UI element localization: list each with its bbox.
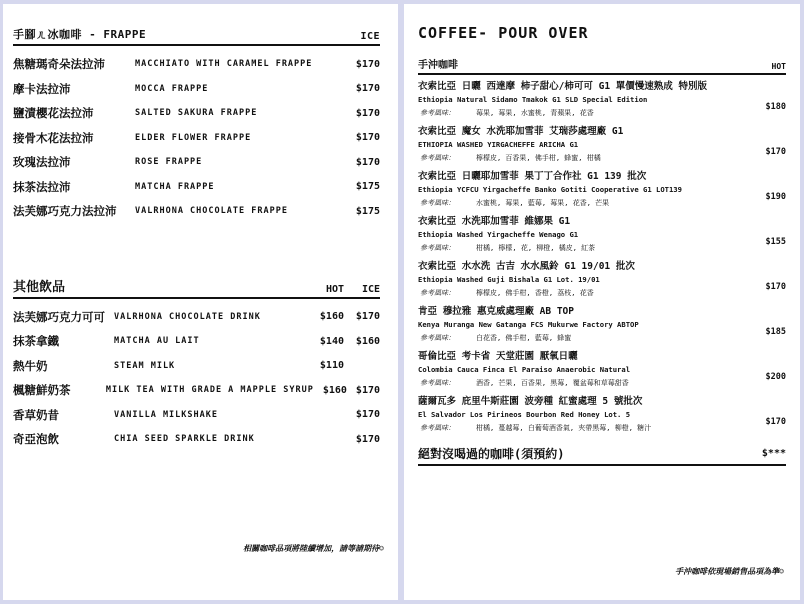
frappe-item [13, 101, 380, 126]
coffee-item [418, 395, 786, 435]
frappe-title: 手腳ㄦ冰咖啡 - FRAPPE [13, 28, 147, 41]
frappe-item-name-zh: 玫瑰法拉沛 [13, 155, 71, 170]
coffee-name-en: Colombia Cauca Finca El Paraiso Anaerobic Natural [418, 365, 631, 374]
frappe-item-price: $170 [355, 107, 380, 119]
coffee-price: $190 [765, 192, 786, 202]
frappe-item-name-zh: 焦糖瑪奇朵法拉沛 [13, 57, 105, 72]
other-drink-name-en: MATCHA AU LAIT [114, 336, 200, 347]
coffee-name-zh: 衣索比亞 日曬耶加雪菲 果丁丁合作社 G1 139 批次 [418, 171, 647, 182]
other-drink-item [13, 354, 380, 379]
frappe-item-price: $170 [355, 58, 380, 70]
coffee-flavor-label: 參考風味： [420, 289, 455, 297]
coffee-price: $170 [765, 282, 786, 292]
frappe-item-price: $170 [355, 132, 380, 144]
coffee-name-zh: 薩爾瓦多 庇里牛斯莊園 波旁種 紅蜜處理 5 號批次 [418, 396, 643, 407]
special-coffee-price: $*** [761, 448, 786, 459]
other-drink-item [13, 329, 380, 354]
frappe-item-name-zh: 接骨木花法拉沛 [13, 130, 94, 145]
other-drink-name-zh: 楓糖鮮奶茶 [13, 383, 71, 398]
coffee-name-en: Ethiopia Natural Sidamo Tmakok G1 SLD Special Edition [418, 95, 648, 104]
coffee-flavor-label: 參考風味： [420, 109, 455, 117]
frappe-item [13, 150, 380, 175]
coffee-flavor-notes: 檸檬皮, 佛手柑, 香橙, 荔枝, 花香 [476, 289, 594, 297]
hand-drip-title: 手沖咖啡 [418, 60, 458, 71]
frappe-item [13, 77, 380, 102]
other-drink-name-zh: 香草奶昔 [13, 407, 59, 422]
frappe-item [13, 126, 380, 151]
frappe-item-name-en: ELDER FLOWER FRAPPE [135, 132, 252, 143]
coffee-flavor [418, 151, 786, 165]
hand-drip-header [418, 56, 786, 75]
coffee-flavor [418, 106, 786, 120]
coffee-item [418, 305, 786, 345]
coffee-flavor-notes: 莓果, 莓果, 水蜜桃, 青蘋果, 花香 [476, 109, 594, 117]
hand-drip-col-hot: HOT [771, 62, 786, 71]
coffee-name-zh: 衣索比亞 日曬 西達摩 柿子甜心/柿可可 G1 單價慢速熟成 特別版 [418, 81, 707, 92]
frappe-header [13, 26, 380, 46]
other-drink-name-zh: 法芙娜巧克力可可 [13, 309, 105, 324]
coffee-flavor [418, 286, 786, 300]
frappe-item-name-en: ROSE FRAPPE [135, 157, 203, 168]
right-menu-page [404, 4, 800, 600]
frappe-item-name-zh: 摩卡法拉沛 [13, 81, 71, 96]
coffee-list [418, 80, 786, 435]
frappe-item-name-en: MOCCA FRAPPE [135, 83, 209, 94]
others-header [13, 276, 380, 299]
other-drink-name-en: MILK TEA WITH GRADE A MAPPLE SYRUP [105, 385, 314, 396]
other-drink-price-ice: $170 [355, 433, 380, 445]
others-list [13, 305, 380, 452]
other-drink-name-en: CHIA SEED SPARKLE DRINK [114, 434, 255, 445]
other-drink-name-zh: 熱牛奶 [13, 358, 48, 373]
coffee-flavor [418, 241, 786, 255]
other-drink-name-zh: 抹茶拿鐵 [13, 334, 59, 349]
frappe-item [13, 52, 380, 77]
frappe-item [13, 199, 380, 224]
frappe-item-name-zh: 法芙娜巧克力法拉沛 [13, 204, 117, 219]
others-col-ice: ICE [361, 283, 380, 295]
other-drink-price-ice: $170 [355, 384, 381, 396]
coffee-flavor-notes: 酒香, 芒果, 百香果, 黑莓, 覆盆莓和草莓甜香 [476, 379, 629, 387]
right-footnote: 手沖咖啡依現場銷售品項為準☺ [675, 567, 784, 576]
other-drink-price-hot: $160 [319, 311, 344, 323]
coffee-name-en: Ethiopia Washed Guji Bishala G1 Lot. 19/01 [418, 275, 600, 284]
coffee-name-zh: 衣索比亞 水水洗 古吉 水水風鈴 G1 19/01 批次 [418, 261, 635, 272]
frappe-item-price: $175 [355, 205, 380, 217]
others-section [13, 276, 380, 452]
frappe-item-price: $170 [355, 156, 380, 168]
coffee-flavor-notes: 水蜜桃, 莓果, 藍莓, 莓果, 花香, 芒果 [476, 199, 610, 207]
other-drink-item [13, 427, 380, 452]
coffee-name-en: ETHIOPIA WASHED YIRGACHEFFE ARICHA G1 [418, 140, 579, 149]
other-drink-name-en: STEAM MILK [114, 360, 176, 371]
left-menu-page [3, 4, 398, 600]
other-drink-name-en: VALRHONA CHOCOLATE DRINK [114, 311, 261, 322]
coffee-name-zh: 肯亞 穆拉雅 惠克威處理廠 AB TOP [418, 306, 574, 317]
coffee-price: $155 [765, 237, 786, 247]
frappe-item-price: $175 [355, 181, 380, 193]
coffee-item [418, 350, 786, 390]
other-drink-price-hot: $110 [319, 360, 344, 372]
frappe-item-name-en: MATCHA FRAPPE [135, 181, 215, 192]
coffee-flavor-label: 參考風味： [420, 424, 455, 432]
coffee-price: $170 [765, 417, 786, 427]
coffee-name-zh: 衣索比亞 水洗耶加雪菲 維娜果 G1 [418, 216, 571, 227]
frappe-col-ice: ICE [360, 31, 380, 42]
coffee-name-en: Ethiopia YCFCU Yirgacheffe Banko Gotiti Cooperative G1 LOT139 [418, 185, 682, 194]
other-drink-item [13, 378, 380, 403]
coffee-price: $185 [765, 327, 786, 337]
others-title: 其他飲品 [13, 279, 66, 295]
coffee-price: $180 [765, 102, 786, 112]
pour-over-title: COFFEE- POUR OVER [418, 24, 589, 42]
frappe-item-name-en: MACCHIATO WITH CARAMEL FRAPPE [135, 59, 313, 70]
other-drink-price-ice: $160 [355, 335, 380, 347]
coffee-item [418, 170, 786, 210]
frappe-item-name-zh: 鹽漬櫻花法拉沛 [13, 106, 94, 121]
other-drink-name-en: VANILLA MILKSHAKE [114, 409, 218, 420]
coffee-price: $200 [765, 372, 786, 382]
special-coffee-row [418, 445, 786, 466]
coffee-item [418, 260, 786, 300]
coffee-name-zh: 哥倫比亞 考卡省 天堂莊園 厭氧日曬 [418, 351, 578, 362]
other-drink-item [13, 403, 380, 428]
coffee-price: $170 [765, 147, 786, 157]
coffee-flavor-notes: 白花香, 佛手柑, 藍莓, 蜂蜜 [476, 334, 572, 342]
special-coffee-label: 絕對沒喝過的咖啡(須預約) [418, 447, 565, 461]
coffee-name-en: Ethiopia Washed Yirgacheffe Wenago G1 [418, 230, 579, 239]
coffee-flavor [418, 421, 786, 435]
coffee-name-zh: 衣索比亞 魔女 水洗耶加雪菲 艾瑞莎處理廠 G1 [418, 126, 624, 137]
frappe-item [13, 175, 380, 200]
coffee-flavor [418, 196, 786, 210]
frappe-item-name-en: VALRHONA CHOCOLATE FRAPPE [135, 206, 288, 217]
coffee-name-en: Kenya Muranga New Gatanga FCS Mukurwe Factory ABTOP [418, 320, 639, 329]
coffee-flavor-label: 參考風味： [420, 154, 455, 162]
coffee-flavor [418, 376, 786, 390]
coffee-item [418, 215, 786, 255]
others-col-hot: HOT [325, 283, 344, 295]
coffee-item [418, 125, 786, 165]
frappe-list [13, 52, 380, 224]
coffee-flavor-notes: 檸檬皮, 百香果, 佛手柑, 蜂蜜, 柑橘 [476, 154, 601, 162]
coffee-flavor-label: 參考風味： [420, 334, 455, 342]
frappe-item-name-zh: 抹茶法拉沛 [13, 179, 71, 194]
coffee-flavor-notes: 柑橘, 蔓越莓, 白葡萄酒香氣, 夾帶黑莓, 柳橙, 糖汁 [476, 424, 652, 432]
coffee-item [418, 80, 786, 120]
frappe-item-price: $170 [355, 83, 380, 95]
left-footnote: 相關咖啡品項將陸續增加，請等請期待☺ [243, 544, 384, 553]
other-drink-price-hot: $140 [319, 335, 344, 347]
coffee-flavor-label: 參考風味： [420, 244, 455, 252]
coffee-flavor-label: 參考風味： [420, 199, 455, 207]
other-drink-price-ice: $170 [355, 409, 380, 421]
other-drink-name-zh: 奇亞泡飲 [13, 432, 59, 447]
frappe-item-name-en: SALTED SAKURA FRAPPE [135, 108, 258, 119]
coffee-flavor [418, 331, 786, 345]
other-drink-price-hot: $160 [322, 384, 347, 396]
coffee-name-en: El Salvador Los Pirineos Bourbon Red Honey Lot. 5 [418, 410, 631, 419]
coffee-flavor-notes: 柑橘, 檸檬, 花, 柳橙, 橘皮, 紅茶 [476, 244, 596, 252]
coffee-flavor-label: 參考風味： [420, 379, 455, 387]
other-drink-price-ice: $170 [355, 311, 380, 323]
other-drink-item [13, 305, 380, 330]
